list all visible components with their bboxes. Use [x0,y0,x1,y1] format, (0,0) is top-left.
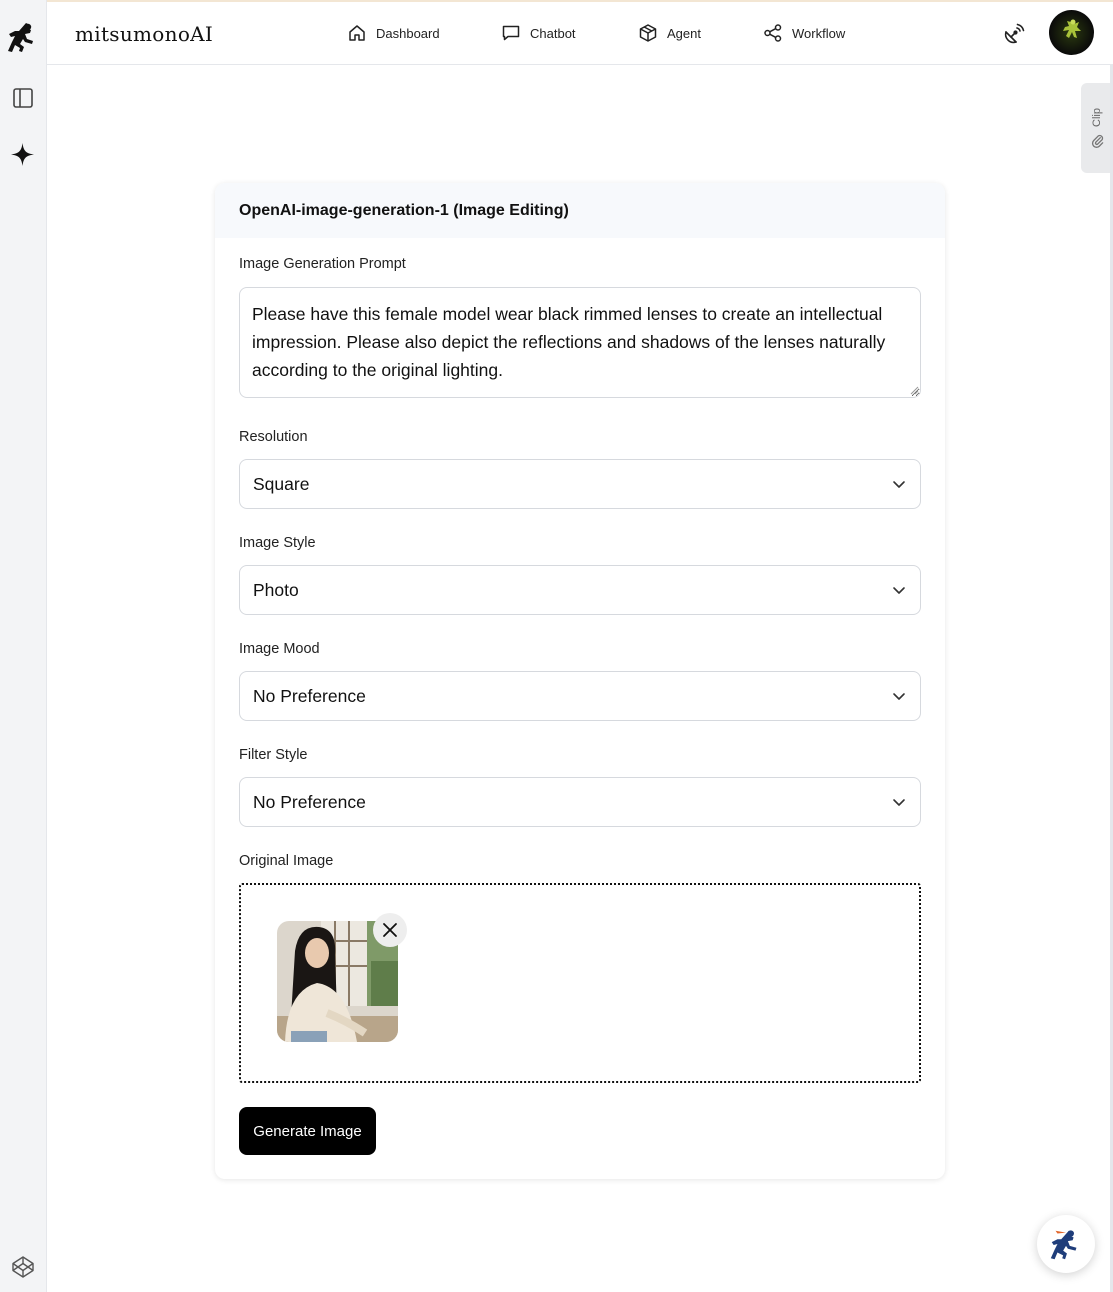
home-icon [347,23,367,43]
nav-chatbot[interactable] [501,22,576,44]
prompt-label: Image Generation Prompt [239,256,406,272]
chevron-down-icon [891,794,907,810]
image-dropzone[interactable] [239,883,921,1083]
ninja-logo-icon[interactable] [6,20,40,56]
style-select[interactable] [239,565,921,615]
nav-agent-label: Agent [667,25,701,41]
codepen-icon[interactable] [11,1255,35,1279]
clip-tab[interactable] [1081,83,1113,173]
avatar-figure-icon [1049,10,1094,55]
resize-grip-icon[interactable] [910,386,919,395]
card-title: OpenAI-image-generation-1 (Image Editing) [239,201,569,219]
remove-image-button[interactable] [373,913,407,947]
assistant-launcher-button[interactable] [1037,1215,1095,1273]
sidebar-toggle-icon[interactable] [12,87,34,109]
style-value: Photo [253,579,299,600]
image-editing-card [215,183,945,1179]
nav-chatbot-label: Chatbot [530,25,576,41]
resolution-select[interactable] [239,459,921,509]
resolution-value: Square [253,473,310,494]
paperclip-icon [1090,133,1105,148]
nav-dashboard[interactable] [347,22,440,44]
style-label: Image Style [239,535,316,551]
sparkle-icon[interactable] [10,142,35,167]
left-rail [0,0,47,1292]
chevron-down-icon [891,688,907,704]
user-avatar[interactable] [1049,10,1094,55]
chevron-down-icon [891,582,907,598]
filter-label: Filter Style [239,747,308,763]
cube-icon [638,23,658,43]
clip-label: Clip [1091,108,1103,127]
ninja-assistant-icon [1047,1225,1085,1263]
nav-workflow-label: Workflow [792,25,846,41]
share-nodes-icon [763,23,783,43]
nav-dashboard-label: Dashboard [376,25,440,41]
mood-label: Image Mood [239,641,320,657]
mood-value: No Preference [253,685,366,706]
mood-select[interactable] [239,671,921,721]
card-header [215,183,945,238]
nav-agent[interactable] [638,22,701,44]
satellite-dish-icon[interactable] [1002,22,1026,46]
filter-value: No Preference [253,791,366,812]
filter-select[interactable] [239,777,921,827]
generate-image-button[interactable]: Generate Image [239,1107,376,1155]
nav-workflow[interactable] [763,22,845,44]
brand-name[interactable]: mitsumonoAI [75,22,214,46]
resolution-label: Resolution [239,429,308,445]
original-image-label: Original Image [239,853,334,869]
close-icon [382,922,398,938]
chevron-down-icon [891,476,907,492]
chat-bubble-icon [501,23,521,43]
top-header [47,2,1113,65]
prompt-textarea[interactable]: Please have this female model wear black rimmed lenses to create an intellectual impression. Please also depict the reflections and shadows of the lenses naturally according to the original lighting. [239,287,921,398]
